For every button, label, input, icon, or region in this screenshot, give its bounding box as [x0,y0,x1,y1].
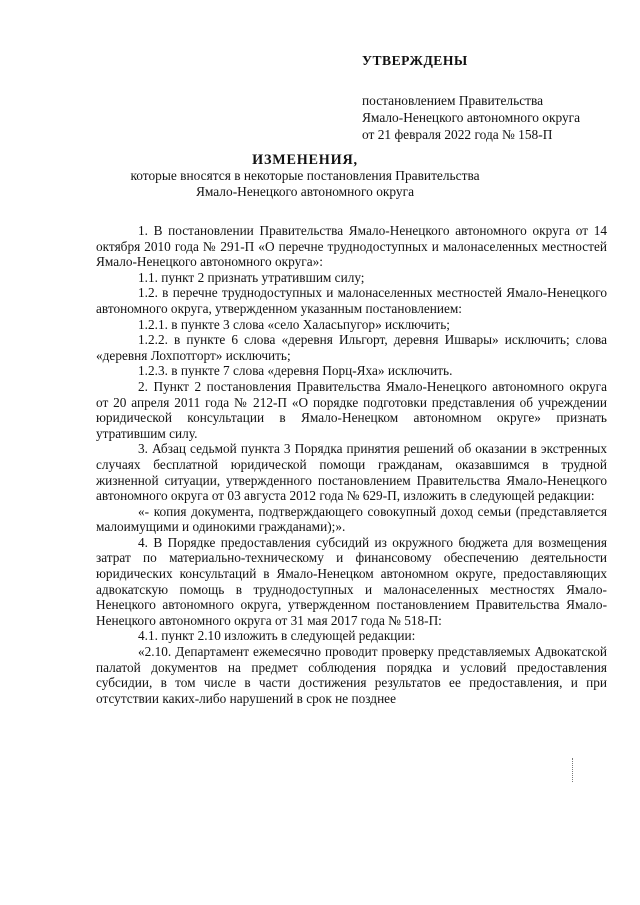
paragraph: 1.2.3. в пункте 7 слова «деревня Порц-Яха» исключить. [138,363,453,379]
document-title [90,152,520,200]
paragraph: 1.2. в перечне труднодоступных и малонаселенных местностей Ямало-Ненецкого автономного округа, утвержденном указанным постановлением: [96,285,607,316]
paragraph: 3. Абзац седьмой пункта 3 Порядка принятия решений об оказании в экстренных случаях бесплатной юридической помощи гражданам, оказавшимся в трудной жизненной ситуации, утвержденного постановлением Правительства Ямало-Ненецкого автономного округа от 03 августа 2012 года № 629-П, изложить в следующей редакции: [96,441,607,504]
paragraph: 1.2.2. в пункте 6 слова «деревня Ильгорт, деревня Ишвары» исключить; слова «деревня Лохпотгорт» исключить; [96,332,607,363]
paragraph: 1. В постановлении Правительства Ямало-Ненецкого автономного округа от 14 октября 2010 года № 291-П «О перечне труднодоступных и малонаселенных местностей Ямало-Ненецкого автономного округа»: [96,223,607,270]
paragraph: 1.2.1. в пункте 3 слова «село Халасьпугор» исключить; [138,316,450,332]
title-main: ИЗМЕНЕНИЯ, [252,152,358,168]
approval-line-1: постановлением Правительства [362,93,544,108]
title-line-2: Ямало-Ненецкого автономного округа [195,184,415,199]
paragraph: 2. Пункт 2 постановления Правительства Ямало-Ненецкого автономного округа от 20 апреля 2011 года № 212-П «О порядке подготовки представления об учреждении юридической консультации в Ямало-Ненецком автономном округе» признать утратившим силу. [96,378,607,441]
paragraph: 4. В Порядке предоставления субсидий из окружного бюджета для возмещения затрат по материально-техническому и финансовому обеспечению деятельности юридических консультаций в Ямало-Ненецком автономном округе, предоставляющих адвокатскую помощь в труднодоступных и малонаселенных местностях Ямало-Ненецкого автономного округа, утвержденном постановлением Правительства Ямало-Ненецкого автономного округа от 31 мая 2017 года № 518-П: [96,534,607,628]
paragraph: 4.1. пункт 2.10 изложить в следующей редакции: [138,628,416,644]
title-line-1: которые вносятся в некоторые постановления Правительства [130,168,480,183]
paragraph: «2.10. Департамент ежемесячно проводит проверку представляемых Адвокатской палатой документов на предмет соблюдения порядка и условий предоставления субсидии, в том числе в части достижения результатов ее предоставления, и при отсутствии каких-либо нарушений в срок не позднее [96,644,607,706]
document-body [96,223,607,706]
paragraph: «- копия документа, подтверждающего совокупный доход семьи (представляется малоимущими и одинокими гражданами);». [96,503,607,535]
scan-artifact [572,758,574,782]
approval-line-3: от 21 февраля 2022 года № 158-П [362,127,553,142]
approval-heading: УТВЕРЖДЕНЫ [362,53,468,68]
paragraph: 1.1. пункт 2 признать утратившим силу; [138,269,365,285]
approval-line-2: Ямало-Ненецкого автономного округа [362,110,581,125]
approval-block [362,52,622,143]
